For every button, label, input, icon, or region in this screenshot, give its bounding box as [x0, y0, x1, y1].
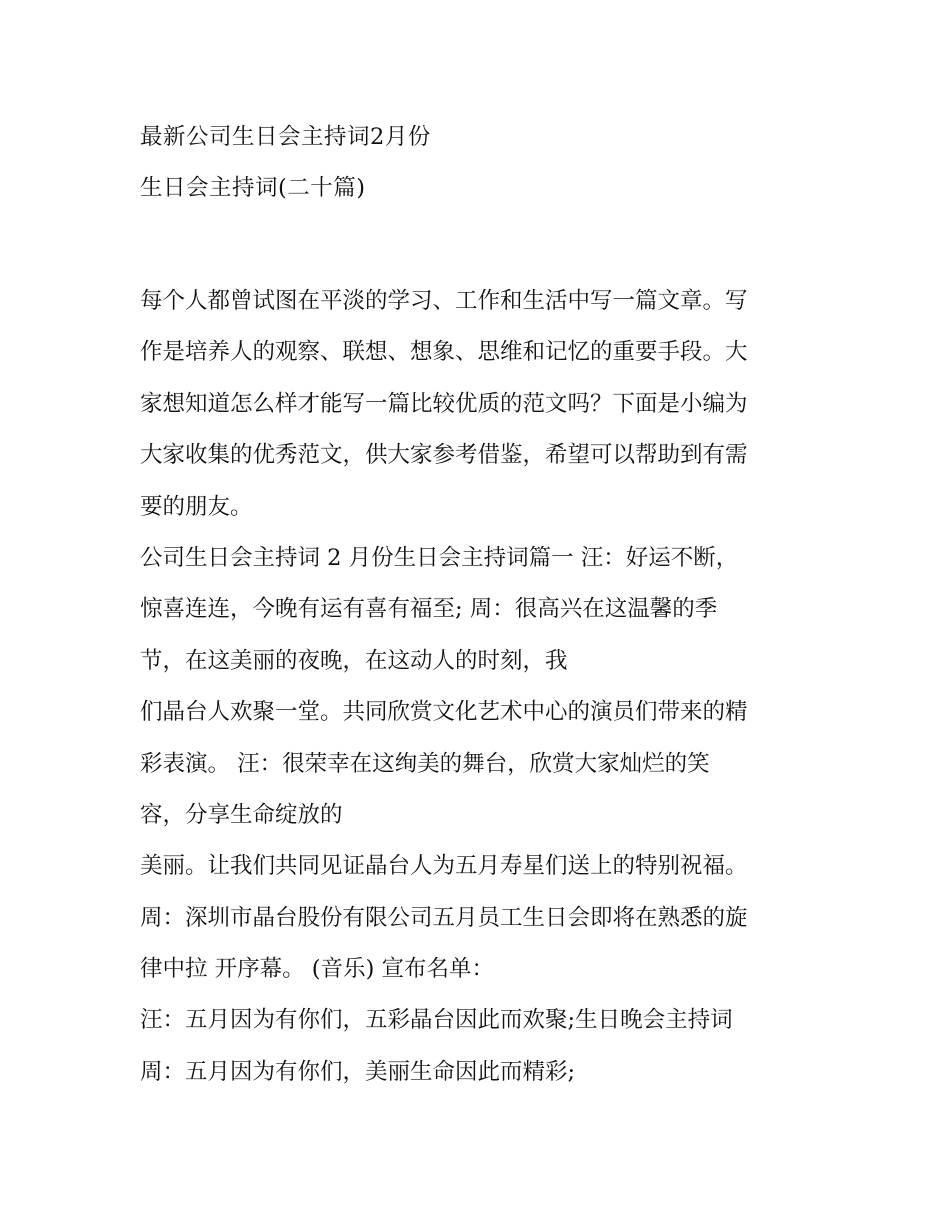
- body-line: 周：深圳市晶台股份有限公司五月员工生日会即将在熟悉的旋: [140, 904, 748, 931]
- body-line: 惊喜连连，今晚有运有喜有福至; 周：很高兴在这温馨的季: [140, 596, 718, 623]
- document-title: [140, 112, 820, 215]
- body-line: 容，分享生命绽放的: [140, 801, 343, 828]
- body-line: 公司生日会主持词 2 月份生日会主持词篇一 汪：好运不断，: [140, 544, 739, 571]
- body-line: 作是培养人的观察、联想、想象、思维和记忆的重要手段。大: [140, 339, 748, 366]
- body-line: 每个人都曾试图在平淡的学习、工作和生活中写一篇文章。写: [140, 288, 748, 314]
- body-line: 大家收集的优秀范文，供大家参考借鉴，希望可以帮助到有需: [140, 442, 748, 469]
- title-line: 生日会主持词(二十篇): [140, 175, 366, 202]
- body-line: 们晶台人欢聚一堂。共同欣赏文化艺术中心的演员们带来的精: [140, 699, 748, 726]
- body-line: 节，在这美丽的夜晚，在这动人的时刻，我: [140, 647, 568, 674]
- body-line: 美丽。让我们共同见证晶台人为五月寿星们送上的特别祝福。: [140, 853, 748, 880]
- body-line: 周：五月因为有你们，美丽生命因此而精彩;: [140, 1058, 576, 1085]
- body-line: 汪：五月因为有你们，五彩晶台因此而欢聚;生日晚会主持词: [140, 1007, 733, 1034]
- document-body: [140, 276, 820, 1098]
- title-line: 最新公司生日会主持词2月份: [140, 124, 431, 150]
- body-line: 律中拉 开序幕。 (音乐) 宣布名单：: [140, 956, 495, 983]
- body-line: 家想知道怎么样才能写一篇比较优质的范文吗？下面是小编为: [140, 390, 748, 417]
- body-line: 要的朋友。: [140, 493, 253, 520]
- body-line: 彩表演。 汪：很荣幸在这绚美的舞台，欣赏大家灿烂的笑: [140, 750, 710, 777]
